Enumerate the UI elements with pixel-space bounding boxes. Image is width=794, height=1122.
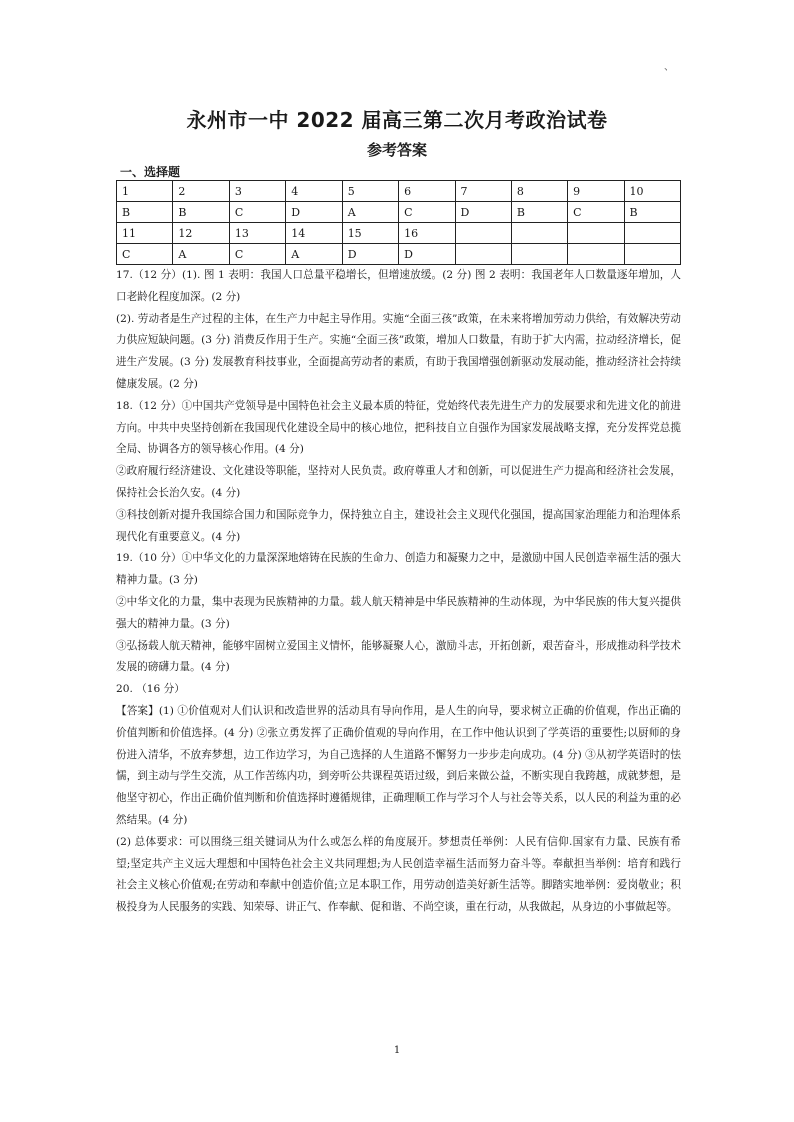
table-cell: [624, 244, 681, 265]
table-cell: 2: [173, 181, 229, 202]
table-cell: [511, 244, 567, 265]
table-cell: 5: [342, 181, 398, 202]
table-cell: [511, 223, 567, 244]
table-cell: B: [624, 202, 681, 223]
table-row: [117, 223, 681, 244]
table-cell: C: [117, 244, 173, 265]
table-cell: C: [399, 202, 455, 223]
table-cell: 4: [286, 181, 342, 202]
answer-paragraph: ②中华文化的力量，集中表现为民族精神的力量。载人航天精神是中华民族精神的生动体现，为中华民族的伟大复兴提供强大的精神力量。(3 分): [116, 595, 681, 630]
table-cell: C: [568, 202, 624, 223]
header-mark: 、: [664, 62, 674, 73]
table-cell: D: [455, 202, 511, 223]
answer-paragraph: ③弘扬载人航天精神，能够牢固树立爱国主义情怀，能够凝聚人心，激励斗志，开拓创新，艰苦奋斗，形成推动科学技术发展的磅礴力量。(4 分): [116, 639, 681, 674]
table-cell: 7: [455, 181, 511, 202]
table-cell: 12: [173, 223, 229, 244]
answer-body-text: [116, 265, 681, 919]
table-cell: 8: [511, 181, 567, 202]
answer-paragraph: 20. （16 分）: [116, 683, 185, 696]
answer-paragraph: 17.（12 分）(1). 图 1 表明：我国人口总量平稳增长，但增速放缓。(2 分) 图 2 表明：我国老年人口数量逐年增加，人口老龄化程度加深。(2 分): [116, 269, 681, 303]
table-cell: A: [342, 202, 398, 223]
answer-paragraph: 【答案】(1) ①价值观对人们认识和改造世界的活动具有导向作用，是人生的向导，要求树立正确的价值观，作出正确的价值判断和价值选择。(4 分) ②张立勇发挥了正确价值观的导向作用，在工作中他认识到了学英语的重要性;以厨师的身份进入清华，不放弃梦想，边工作边学习，为自己选择的人生道路不懈努力一步步走向成功。(4 分) ③从初学英语时的怯懦，到主动与学生交流，从工作苦练内功，到旁听公共课程英语过级，到后来做公益，不断实现自我跨越，成就梦想，是他坚守初心，作出正确价值判断和价值选择时遵循规律，正确理顺工作与学习个人与社会等关系，以人民的利益为重的必然结果。(4 分): [116, 704, 681, 826]
table-cell: 16: [399, 223, 455, 244]
table-cell: A: [286, 244, 342, 265]
section-heading-choice: 一、选择题: [120, 165, 181, 179]
table-cell: 3: [229, 181, 285, 202]
page-subtitle: 参考答案: [366, 141, 427, 159]
table-cell: 15: [342, 223, 398, 244]
table-cell: [455, 244, 511, 265]
table-cell: C: [229, 244, 285, 265]
table-cell: 6: [399, 181, 455, 202]
answer-paragraph: ③科技创新对提升我国综合国力和国际竞争力，保持独立自主，建设社会主义现代化强国，提高国家治理能力和治理体系现代化有重要意义。(4 分): [116, 508, 681, 543]
page-title: 永州市一中 2022 届高三第二次月考政治试卷: [186, 108, 608, 132]
answer-paragraph: ②政府履行经济建设、文化建设等职能，坚持对人民负责。政府尊重人才和创新，可以促进生产力提高和经济社会发展，保持社会长治久安。(4 分): [116, 465, 681, 499]
table-cell: C: [229, 202, 285, 223]
answer-paragraph: (2). 劳动者是生产过程的主体，在生产力中起主导作用。实施“全面三孩”政策，在未来将增加劳动力供给，有效解决劳动力供应短缺问题。(3 分) 消费反作用于生产。实施“全面三孩”政策，增加人口数量，有助于扩大内需，拉动经济增长，促进生产发展。(3 分) 发展教育科技事业，全面提高劳动者的素质，有助于我国增强创新驱动发展动能，推动经济社会持续健康发展。(2 分): [116, 312, 681, 390]
table-row: [117, 181, 681, 202]
table-cell: B: [511, 202, 567, 223]
answer-table: [116, 180, 681, 265]
table-cell: 14: [286, 223, 342, 244]
table-cell: [568, 244, 624, 265]
answer-paragraph: (2) 总体要求：可以围绕三组关键词从为什么或怎么样的角度展开。梦想责任举例：人民有信仰.国家有力量、民族有希望;坚定共产主义远大理想和中国特色社会主义共同理想;为人民创造幸福生活而努力奋斗等。奉献担当举例：培育和践行社会主义核心价值观;在劳动和奉献中创造价值;立足本职工作，用劳动创造美好新生活等。脚踏实地举例：爱岗敬业；积极投身为人民服务的实践、知荣辱、讲正气、作奉献、促和谐、不尚空谈，重在行动，从我做起，从身边的小事做起等。: [116, 835, 681, 914]
table-row: [117, 244, 681, 265]
answer-paragraph: 19.（10 分）①中华文化的力量深深地熔铸在民族的生命力、创造力和凝聚力之中，是激励中国人民创造幸福生活的强大精神力量。(3 分): [116, 552, 681, 587]
table-cell: [624, 223, 681, 244]
table-row: [117, 202, 681, 223]
table-cell: 13: [229, 223, 285, 244]
table-cell: 11: [117, 223, 173, 244]
answer-paragraph: 18.（12 分）①中国共产党领导是中国特色社会主义最本质的特征，党始终代表先进生产力的发展要求和先进文化的前进方向。中共中央坚持创新在我国现代化建设全局中的核心地位，把科技自立自强作为国家发展战略支撑，充分发挥党总揽全局、协调各方的领导核心作用。(4 分): [116, 399, 681, 456]
table-cell: [455, 223, 511, 244]
table-cell: 9: [568, 181, 624, 202]
page-number: 1: [393, 1045, 401, 1056]
table-cell: D: [286, 202, 342, 223]
table-cell: D: [399, 244, 455, 265]
table-cell: A: [173, 244, 229, 265]
table-cell: 10: [624, 181, 681, 202]
table-cell: [568, 223, 624, 244]
table-cell: 1: [117, 181, 173, 202]
table-cell: B: [173, 202, 229, 223]
table-cell: D: [342, 244, 398, 265]
table-cell: B: [117, 202, 173, 223]
